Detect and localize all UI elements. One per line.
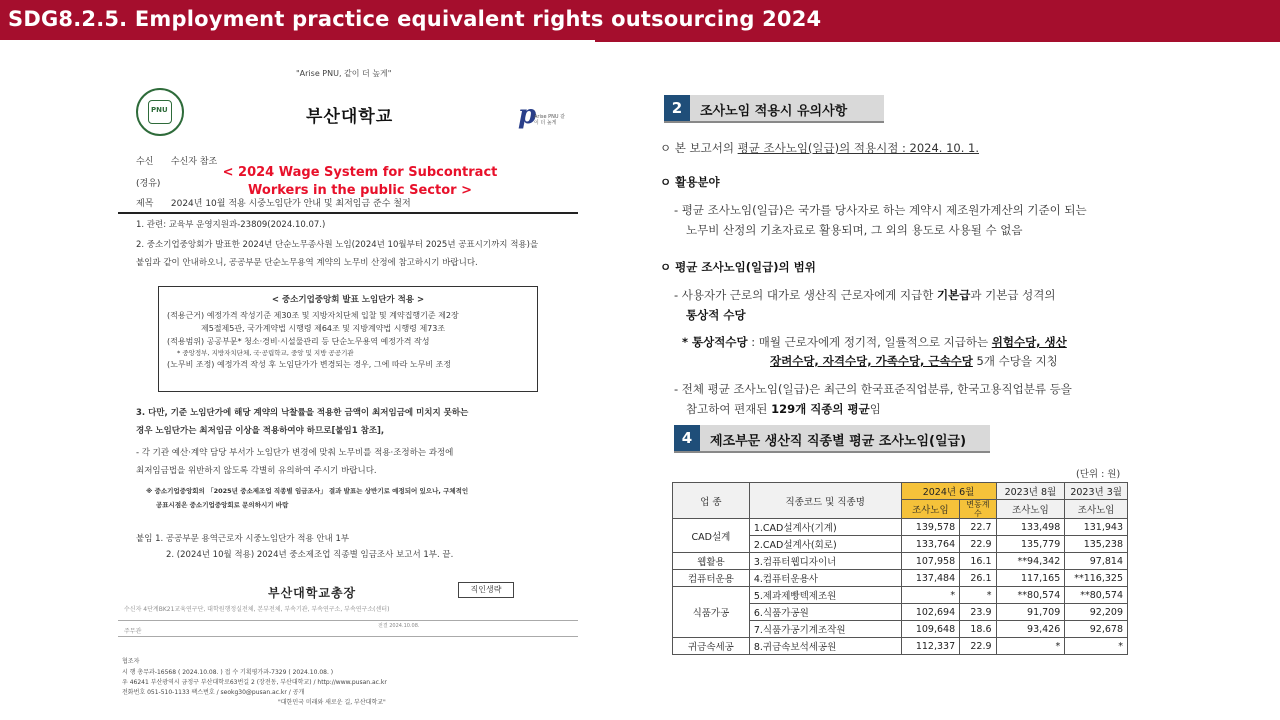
s2-scope-note-1: * 통상적수당 : 매월 근로자에게 정기적, 일률적으로 지급하는 위험수당, 생산	[682, 335, 1067, 349]
header-wage-2023-08: 조사노임	[996, 500, 1065, 519]
english-overlay-caption: < 2024 Wage System for Subcontract Workers in the public Sector >	[222, 165, 498, 198]
letter-para-1: 1. 관련: 교육부 운영지원과-23809(2024.10.07.)	[136, 220, 326, 230]
header-wage-2023-03: 조사노임	[1065, 500, 1128, 519]
stamp-omitted: 직인생략	[458, 582, 514, 598]
row-wage-2024: 112,337	[901, 638, 960, 655]
row-job: 7.식품가공기계조작원	[749, 621, 901, 638]
row-wage-2023-03: 131,943	[1065, 519, 1128, 536]
row-job: 3.컴퓨터웹디자이너	[749, 553, 901, 570]
row-wage-2023-08: **80,574	[996, 587, 1065, 604]
row-wage-2023-08: 133,498	[996, 519, 1065, 536]
section-4-title: 제조부문 생산직 직종별 평균 조사노임(일급)	[710, 434, 967, 449]
section-4-header	[674, 425, 990, 453]
subject-row: 제목 2024년 10월 적용 시중노임단가 안내 및 최저임금 준수 철저	[136, 199, 411, 209]
header-period-2023-08: 2023년 8월	[996, 483, 1065, 500]
letter-footer-1: 시 행 총무과-16568 ( 2024.10.08. ) 접 수 기획평가과-7329 ( 2024.10.08. )	[122, 669, 334, 676]
letter-para-2a: 2. 중소기업중앙회가 발표한 2024년 단순노무종사원 노임(2024년 10월부터 2025년 공표시기까지 적용)을	[136, 240, 539, 250]
s2-bullet-usage: ㅇ 활용분야	[660, 175, 720, 189]
wage-table	[672, 482, 1128, 655]
letter-signer: 부산대학교총장	[268, 586, 357, 600]
title-underline	[0, 40, 595, 42]
official-letter	[118, 58, 578, 718]
row-job: 8.귀금속보석세공원	[749, 638, 901, 655]
table-row	[673, 587, 1128, 604]
university-seal-icon: PNU	[136, 88, 184, 136]
row-group: 식품가공	[673, 587, 750, 638]
row-cv: 22.9	[960, 536, 996, 553]
s2-overall-desc-1: - 전체 평균 조사노임(일급)은 최근의 한국표준직업분류, 한국고용직업분류 등을	[674, 382, 1072, 396]
row-cv: 18.6	[960, 621, 996, 638]
row-cv: 22.7	[960, 519, 996, 536]
row-wage-2023-03: *	[1065, 638, 1128, 655]
header-group: 업 종	[673, 483, 750, 519]
row-job: 4.컴퓨터운용사	[749, 570, 901, 587]
row-group: 컴퓨터운용	[673, 570, 750, 587]
letter-para-3a: 3. 다만, 기준 노임단가에 해당 계약의 낙찰률을 적용한 금액이 최저임금에 미치지 못하는	[136, 408, 469, 418]
table-unit-label: (단위 : 원)	[1076, 469, 1121, 480]
header-period-2023-03: 2023년 3월	[1065, 483, 1128, 500]
letter-university-name: 부산대학교	[306, 107, 394, 127]
wage-application-box: < 중소기업중앙회 발표 노임단가 적용 > (적용근거) 예정가격 작성기준 제30조 및 지방자치단체 입찰 및 계약집행기준 제2장 제5절제5관, 국가계약법 시행령 제64조 및 지방계약법 시행령 제73조 (적용범위) 공공부문* 청소·경비·시설물관리 등 단순노무용역 예정가격 작성 * 중앙정부, 지방자치단체, 국·공립학교, 중앙 및 지방 공공기관 (노무비 조정) 예정가격 작성 후 노임단가가 변경되는 경우, 그에 따라 노무비 조정	[158, 286, 538, 392]
row-wage-2023-03: 97,814	[1065, 553, 1128, 570]
row-wage-2023-08: 91,709	[996, 604, 1065, 621]
letter-para-2b: 붙임과 같이 안내하오니, 공공부문 단순노무용역 계약의 노무비 산정에 참고하시기 바랍니다.	[136, 258, 478, 268]
s2-overall-desc-2: 참고하여 편재된 129개 직종의 평균임	[686, 402, 881, 416]
row-cv: 22.9	[960, 638, 996, 655]
row-wage-2023-03: 92,209	[1065, 604, 1128, 621]
row-wage-2023-08: *	[996, 638, 1065, 655]
row-job: 5.제과제빵텍제조원	[749, 587, 901, 604]
letter-note-1: ※ 중소기업중앙회의 「2025년 중소제조업 직종별 임금조사」 결과 발표는 상반기로 예정되어 있으나, 구체적인	[146, 487, 469, 495]
s2-scope-note-2: 장려수당, 자격수당, 가족수당, 근속수당 5개 수당을 지칭	[770, 354, 1058, 368]
row-wage-2024: 102,694	[901, 604, 960, 621]
letter-coop-label: 협조자	[122, 658, 140, 665]
row-wage-2024: 107,958	[901, 553, 960, 570]
row-wage-2023-08: 135,779	[996, 536, 1065, 553]
letter-approval-date: 전결 2024.10.08.	[378, 623, 420, 629]
row-group: CAD설계	[673, 519, 750, 553]
header-period-2024-06: 2024년 6월	[901, 483, 996, 500]
letter-para-3d: 최저임금법을 위반하지 않도록 각별히 유의하여 주시기 바랍니다.	[136, 466, 377, 476]
recipient-row: 수신 수신자 참조	[136, 157, 218, 167]
row-group: 웹활용	[673, 553, 750, 570]
page-title: SDG8.2.5. Employment practice equivalent rights outsourcing 2024	[8, 7, 822, 31]
s2-scope-desc-1: - 사용자가 근로의 대가로 생산직 근로자에게 지급한 기본급과 기본급 성격의	[674, 288, 1056, 302]
letter-recipients-list: 수신자 4단계BK21교육연구단, 대학원행정실전체, 본부전체, 부속기관, 부속연구소, 부속연구소(센터)	[124, 606, 390, 613]
letter-note-2: 공표시점은 중소기업중앙회로 문의하시기 바람	[156, 501, 289, 509]
letter-rule-2	[118, 636, 578, 637]
letter-attachment-1: 붙임 1. 공공부문 용역근로자 시중노임단가 적용 안내 1부	[136, 534, 350, 544]
row-job: 6.식품가공원	[749, 604, 901, 621]
section-2-header	[664, 95, 884, 123]
row-wage-2023-08: **94,342	[996, 553, 1065, 570]
table-row	[673, 519, 1128, 536]
row-group: 귀금속세공	[673, 638, 750, 655]
letter-divider	[118, 212, 578, 214]
letter-rule-1	[118, 620, 578, 621]
section-2-title: 조사노임 적용시 유의사항	[700, 104, 848, 119]
row-wage-2023-03: **116,325	[1065, 570, 1128, 587]
s2-usage-desc-2: 노무비 산정의 기초자료로 활용되며, 그 외의 용도로 사용될 수 없음	[686, 223, 1023, 237]
row-wage-2024: 109,648	[901, 621, 960, 638]
row-wage-2023-03: 135,238	[1065, 536, 1128, 553]
row-wage-2023-08: 93,426	[996, 621, 1065, 638]
row-wage-2023-03: **80,574	[1065, 587, 1128, 604]
header-wage-2024: 조사노임	[901, 500, 960, 519]
letter-drafter: 주무관	[124, 628, 142, 635]
row-wage-2023-08: 117,165	[996, 570, 1065, 587]
row-wage-2024: 139,578	[901, 519, 960, 536]
s2-scope-desc-2: 통상적 수당	[686, 308, 746, 322]
table-row	[673, 570, 1128, 587]
row-wage-2024: *	[901, 587, 960, 604]
section-4-number: 4	[674, 425, 700, 451]
letter-attachment-2: 2. (2024년 10월 적용) 2024년 중소제조업 직종별 임금조사 보고서 1부. 끝.	[166, 550, 454, 560]
letter-footer-2: 우 46241 부산광역시 금정구 부산대학로63번길 2 (장전동, 부산대학교) / http://www.pusan.ac.kr	[122, 679, 387, 686]
letter-para-3c: - 각 기관 예산·계약 담당 부서가 노임단가 변경에 맞춰 노무비를 적용·조정하는 과정에	[136, 448, 454, 458]
via-row: (경유)	[136, 179, 161, 189]
row-job: 1.CAD설계사(기계)	[749, 519, 901, 536]
section-2-number: 2	[664, 95, 690, 121]
row-cv: 16.1	[960, 553, 996, 570]
letter-para-3b: 경우 노임단가는 최저임금 이상을 적용하여야 하므로[붙임1 참조],	[136, 426, 385, 436]
arise-pnu-logo: p Arise PNU 같이 더 높게	[518, 100, 565, 130]
row-cv: 26.1	[960, 570, 996, 587]
letter-footer-4: "대한민국 미래와 새로운 길, 부산대학교"	[278, 699, 386, 706]
header-job: 직종코드 및 직종명	[749, 483, 901, 519]
row-wage-2023-03: 92,678	[1065, 621, 1128, 638]
row-wage-2024: 133,764	[901, 536, 960, 553]
s2-bullet-scope: ㅇ 평균 조사노임(일급)의 범위	[660, 260, 816, 274]
row-cv: *	[960, 587, 996, 604]
table-row	[673, 553, 1128, 570]
header-cv: 변동계수	[960, 500, 996, 519]
letter-footer-3: 전화번호 051-510-1133 팩스번호 / seokg30@pusan.ac.kr / 공개	[122, 689, 305, 696]
s2-bullet-timing: ㅇ 본 보고서의 평균 조사노임(일급)의 적용시점 : 2024. 10. 1.	[660, 141, 980, 155]
title-bar	[0, 0, 1280, 42]
table-row	[673, 638, 1128, 655]
row-cv: 23.9	[960, 604, 996, 621]
row-job: 2.CAD설계사(회로)	[749, 536, 901, 553]
row-wage-2024: 137,484	[901, 570, 960, 587]
letter-slogan: "Arise PNU, 같이 더 높게"	[296, 69, 392, 78]
s2-usage-desc-1: - 평균 조사노임(일급)은 국가를 당사자로 하는 계약시 제조원가계산의 기준이 되는	[674, 203, 1087, 217]
